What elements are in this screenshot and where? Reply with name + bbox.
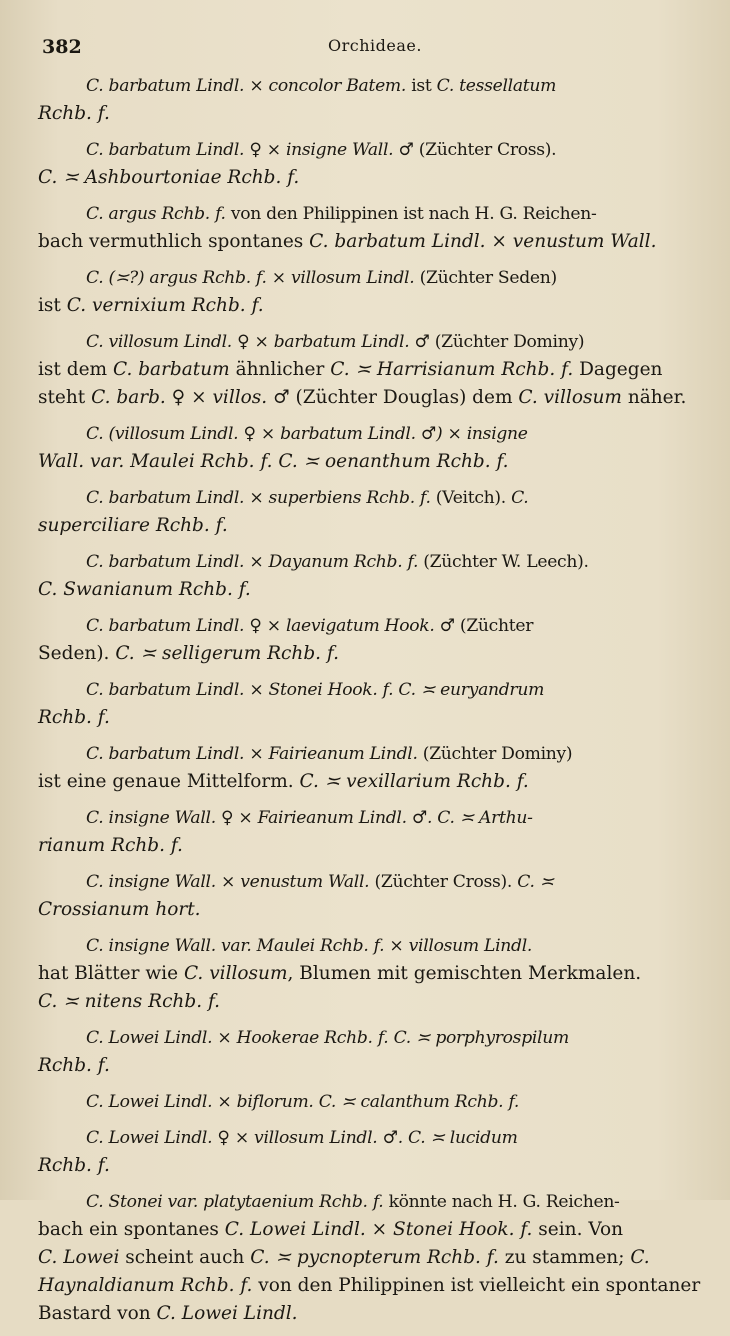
roman-segment: (Züchter W. Leech).: [423, 552, 589, 572]
italic-segment: C. barbatum Lindl. ♀ × insigne Wall. ♂: [86, 140, 419, 160]
text-line: [38, 1088, 706, 1116]
text-line: [38, 512, 706, 540]
italic-segment: C. barbatum Lindl. × venustum Wall.: [309, 231, 657, 252]
text-line: [38, 740, 706, 768]
roman-segment: (Züchter Seden): [419, 268, 557, 288]
roman-segment: ist dem: [38, 359, 113, 380]
paragraph: [38, 1088, 706, 1116]
italic-segment: C.: [511, 488, 529, 508]
italic-segment: C. barbatum Lindl. × superbiens Rchb. f.: [86, 488, 436, 508]
roman-segment: zu stammen;: [504, 1247, 631, 1268]
italic-segment: Rchb. f.: [38, 1155, 110, 1176]
roman-segment: (Züchter Dominy): [422, 744, 573, 764]
text-line: [38, 384, 706, 412]
italic-segment: C. Lowei Lindl.: [156, 1303, 298, 1324]
italic-segment: C. barbatum Lindl. ♀ × laevigatum Hook. ♂: [86, 616, 460, 636]
italic-segment: C. tessellatum: [436, 76, 557, 96]
paragraph: [38, 200, 706, 256]
paragraph: [38, 1188, 706, 1328]
italic-segment: rianum Rchb. f.: [38, 835, 183, 856]
text-line: [38, 72, 706, 100]
italic-segment: C. Lowei Lindl. × Stonei Hook. f.: [224, 1219, 539, 1240]
italic-segment: C. insigne Wall. × venustum Wall.: [86, 872, 375, 892]
paragraph: [38, 676, 706, 732]
italic-segment: C. Lowei Lindl. ♀ × villosum Lindl. ♂. C. ≍ lucidum: [86, 1128, 518, 1148]
italic-segment: C. Lowei Lindl. × Hookerae Rchb. f. C. ≍ porphyrospilum: [86, 1028, 569, 1048]
italic-segment: C.: [630, 1247, 650, 1268]
text-line: [38, 832, 706, 860]
roman-segment: (Züchter Dominy): [434, 332, 585, 352]
text-line: [38, 612, 706, 640]
roman-segment: (Züchter: [459, 616, 534, 636]
italic-segment: C. barbatum Lindl. × concolor Batem.: [86, 76, 412, 96]
text-line: [38, 1124, 706, 1152]
italic-segment: C. (≍?) argus Rchb. f. × villosum Lindl.: [86, 268, 420, 288]
paragraph: [38, 1124, 706, 1180]
italic-segment: C. Lowei: [38, 1247, 126, 1268]
italic-segment: C. barbatum Lindl. × Dayanum Rchb. f.: [86, 552, 424, 572]
roman-segment: könnte nach H. G. Reichen-: [388, 1192, 620, 1212]
text-line: [38, 1052, 706, 1080]
text-line: [38, 988, 706, 1016]
italic-segment: C. ≍ pycnopterum Rchb. f.: [250, 1247, 505, 1268]
italic-segment: C. Stonei var. platytaenium Rchb. f.: [86, 1192, 389, 1212]
paragraph: [38, 420, 706, 476]
text-line: [38, 548, 706, 576]
italic-segment: C. ≍ nitens Rchb. f.: [38, 991, 221, 1012]
paragraph: [38, 328, 706, 412]
italic-segment: C. insigne Wall. ♀ × Fairieanum Lindl. ♂. C. ≍ Arthu-: [86, 808, 533, 828]
roman-segment: ist eine genaue Mittelform.: [38, 771, 300, 792]
text-line: [38, 932, 706, 960]
text-line: [38, 420, 706, 448]
roman-segment: scheint auch: [125, 1247, 251, 1268]
italic-segment: C. vernixium Rchb. f.: [66, 295, 264, 316]
text-line: [38, 228, 706, 256]
body-text: [38, 72, 706, 1336]
text-line: [38, 292, 706, 320]
text-line: [38, 136, 706, 164]
text-line: [38, 1152, 706, 1180]
italic-segment: C. Swanianum Rchb. f.: [38, 579, 251, 600]
roman-segment: ähnlicher: [235, 359, 331, 380]
roman-segment: von den Philippinen ist vielleicht ein spontaner: [258, 1275, 701, 1296]
italic-segment: C. ≍ selligerum Rchb. f.: [115, 643, 339, 664]
roman-segment: bach vermuthlich spontanes: [38, 231, 310, 252]
text-line: [38, 264, 706, 292]
text-line: [38, 100, 706, 128]
italic-segment: Haynaldianum Rchb. f.: [38, 1275, 259, 1296]
paragraph: [38, 136, 706, 192]
text-line: [38, 164, 706, 192]
text-line: [38, 960, 706, 988]
italic-segment: Crossianum hort.: [38, 899, 201, 920]
italic-segment: C. villosum: [183, 963, 288, 984]
italic-segment: C. villosum: [518, 387, 628, 408]
text-line: [38, 448, 706, 476]
roman-segment: sein. Von: [538, 1219, 624, 1240]
italic-segment: C. barbatum Lindl. × Stonei Hook. f. C. ≍ euryandrum: [86, 680, 545, 700]
paragraph: [38, 548, 706, 604]
page-number: 382: [42, 36, 82, 58]
italic-segment: Wall. var. Maulei Rchb. f. C. ≍ oenanthum Rchb. f.: [38, 451, 509, 472]
roman-segment: (Züchter Cross).: [418, 140, 557, 160]
paragraph: [38, 72, 706, 128]
text-line: [38, 1188, 706, 1216]
roman-segment: Seden).: [38, 643, 116, 664]
paragraph: [38, 804, 706, 860]
italic-segment: Rchb. f.: [38, 1055, 110, 1076]
text-line: [38, 640, 706, 668]
text-line: [38, 1216, 706, 1244]
text-line: [38, 1244, 706, 1272]
text-line: [38, 1300, 706, 1328]
roman-segment: steht: [38, 387, 92, 408]
italic-segment: C. argus Rchb. f.: [86, 204, 231, 224]
paragraph: [38, 932, 706, 1016]
text-line: [38, 484, 706, 512]
roman-segment: , Blumen mit gemischten Merkmalen.: [287, 963, 642, 984]
italic-segment: C. (villosum Lindl. ♀ × barbatum Lindl. ♂) × insigne: [86, 424, 528, 444]
roman-segment: von den Philippinen ist nach H. G. Reichen-: [230, 204, 597, 224]
italic-segment: Rchb. f.: [38, 103, 110, 124]
italic-segment: superciliare Rchb. f.: [38, 515, 228, 536]
roman-segment: (Veitch).: [435, 488, 512, 508]
running-head: Orchideae.: [328, 36, 422, 55]
italic-segment: C. ≍ Harrisianum Rchb. f.: [330, 359, 580, 380]
paragraph: [38, 264, 706, 320]
text-line: [38, 328, 706, 356]
text-line: [38, 868, 706, 896]
text-line: [38, 1272, 706, 1300]
paragraph: [38, 484, 706, 540]
italic-segment: C. ≍: [517, 872, 554, 892]
roman-segment: hat Blätter wie: [38, 963, 184, 984]
roman-segment: Dagegen: [579, 359, 663, 380]
text-line: [38, 704, 706, 732]
paragraph: [38, 612, 706, 668]
text-line: [38, 676, 706, 704]
text-line: [38, 896, 706, 924]
paragraph: [38, 1024, 706, 1080]
roman-segment: näher.: [627, 387, 687, 408]
roman-segment: (Züchter Cross).: [374, 872, 518, 892]
roman-segment: ist: [411, 76, 437, 96]
italic-segment: C. barbatum Lindl. × Fairieanum Lindl.: [86, 744, 423, 764]
text-line: [38, 356, 706, 384]
italic-segment: C. ≍ vexillarium Rchb. f.: [299, 771, 529, 792]
roman-segment: bach ein spontanes: [38, 1219, 225, 1240]
text-line: [38, 200, 706, 228]
text-line: [38, 768, 706, 796]
italic-segment: C. ≍ Ashbourtoniae Rchb. f.: [38, 167, 300, 188]
italic-segment: C. barb. ♀ × villos. ♂: [91, 387, 296, 408]
text-line: [38, 576, 706, 604]
italic-segment: C. villosum Lindl. ♀ × barbatum Lindl. ♂: [86, 332, 435, 352]
text-line: [38, 1024, 706, 1052]
italic-segment: C. insigne Wall. var. Maulei Rchb. f. × villosum Lindl.: [86, 936, 533, 956]
text-line: [38, 804, 706, 832]
italic-segment: C. barbatum: [112, 359, 236, 380]
roman-segment: ist: [38, 295, 67, 316]
paragraph: [38, 868, 706, 924]
roman-segment: Bastard von: [38, 1303, 157, 1324]
italic-segment: C. Lowei Lindl. × biflorum. C. ≍ calanthum Rchb. f.: [86, 1092, 520, 1112]
paragraph: [38, 740, 706, 796]
italic-segment: Rchb. f.: [38, 707, 110, 728]
roman-segment: (Züchter Douglas) dem: [295, 387, 519, 408]
